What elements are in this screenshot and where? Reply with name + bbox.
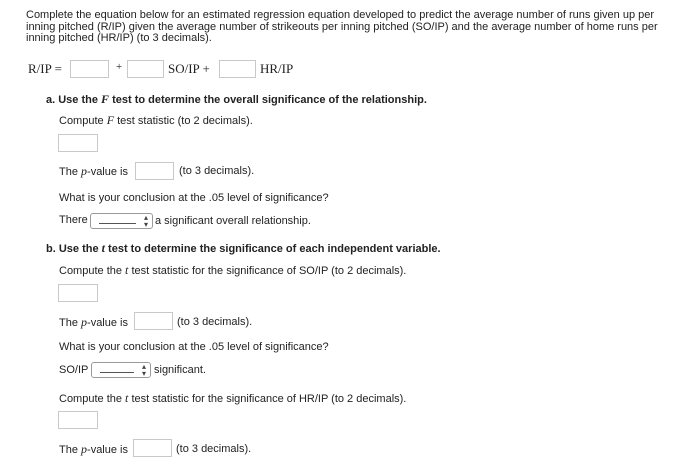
part-a-compute-f-label: Compute F test statistic (to 2 decimals). [59, 113, 253, 127]
part-b-compute-so-ip-label: Compute the t test statistic for the significance of SO/IP (to 2 decimals). [59, 263, 407, 277]
part-b-pvalue-so-ip-precision: (to 3 decimals). [177, 316, 253, 328]
equation-term-hr-ip: HR/IP [260, 61, 294, 76]
chevron-up-down-icon: ▴ ▾ [143, 213, 148, 229]
part-a-conclusion-question: What is your conclusion at the .05 level of significance? [59, 192, 329, 204]
part-a-pvalue-label: The p-value is [59, 164, 128, 178]
there-label: There [59, 214, 88, 226]
equation-plus: + [116, 61, 123, 73]
intercept-input[interactable] [70, 60, 109, 78]
t-statistic-hr-ip-input[interactable] [58, 411, 98, 429]
chevron-up-down-icon: ▴ ▾ [141, 362, 146, 378]
hr-ip-pvalue-input[interactable] [133, 439, 172, 457]
there-suffix: a significant overall relationship. [155, 215, 311, 227]
part-b-heading: b. Use the t test to determine the significance of each independent variable. [46, 241, 441, 255]
part-a-pvalue-precision: (to 3 decimals). [179, 165, 255, 177]
f-pvalue-input[interactable] [135, 162, 174, 180]
part-b-pvalue-so-ip-label: The p-value is [59, 315, 128, 329]
part-a-heading: a. Use the F test to determine the overall significance of the relationship. [46, 92, 427, 106]
dropdown-blank [99, 223, 136, 224]
so-ip-significance-suffix: significant. [154, 364, 206, 376]
part-b-conclusion-question: What is your conclusion at the .05 level of significance? [59, 341, 329, 353]
there-is-dropdown[interactable] [90, 213, 153, 229]
part-b-compute-hr-ip-label: Compute the t test statistic for the significance of HR/IP (to 2 decimals). [59, 391, 407, 405]
hr-ip-coefficient-input[interactable] [219, 60, 256, 78]
dropdown-blank [100, 372, 134, 373]
so-ip-pvalue-input[interactable] [134, 312, 173, 330]
equation-term-so-ip: SO/IP + [168, 61, 210, 76]
so-ip-label: SO/IP [59, 364, 89, 376]
so-ip-coefficient-input[interactable] [127, 60, 164, 78]
question-intro: Complete the equation below for an estimated regression equation developed to predict the average number of runs given up per inning pitched (R/IP) given the average number of strikeouts per inning pitched (SO/IP) and the average number of home runs per inning pitched (HR/IP) (to 3 decimals). [26, 9, 658, 44]
part-b-pvalue-hr-ip-precision: (to 3 decimals). [176, 443, 252, 455]
equation-lhs: R/IP = [28, 61, 62, 76]
part-b-pvalue-hr-ip-label: The p-value is [59, 442, 128, 456]
t-statistic-so-ip-input[interactable] [58, 284, 98, 302]
f-statistic-input[interactable] [58, 134, 98, 152]
so-ip-significance-dropdown[interactable] [91, 362, 151, 378]
